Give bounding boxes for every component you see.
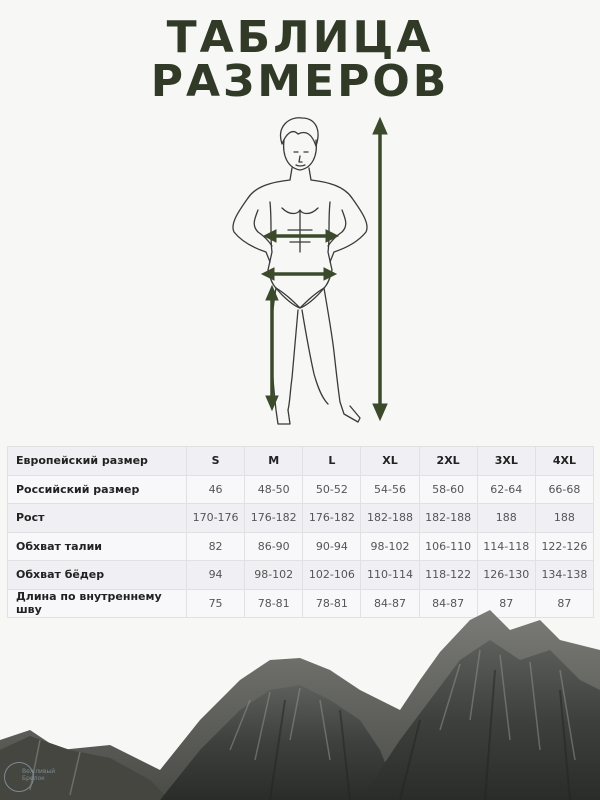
table-cell: 94 — [187, 561, 245, 590]
table-cell: 102-106 — [303, 561, 361, 590]
table-cell: 188 — [535, 504, 593, 533]
row-label: Обхват бёдер — [8, 561, 187, 590]
table-cell: 58-60 — [419, 475, 477, 504]
table-cell: 87 — [477, 589, 535, 618]
title-line-1: ТАБЛИЦА — [166, 12, 434, 63]
logo-line-2: Брелок — [22, 775, 45, 782]
size-header: 2XL — [419, 447, 477, 476]
size-header: XL — [361, 447, 419, 476]
row-label: Обхват талии — [8, 532, 187, 561]
table-row — [8, 561, 594, 590]
table-cell: 82 — [187, 532, 245, 561]
table-cell: 84-87 — [361, 589, 419, 618]
title-line-2: РАЗМЕРОВ — [150, 56, 450, 107]
size-header: 3XL — [477, 447, 535, 476]
table-header-row — [8, 447, 594, 476]
table-cell: 122-126 — [535, 532, 593, 561]
table-cell: 182-188 — [419, 504, 477, 533]
table-cell: 176-182 — [245, 504, 303, 533]
table-row — [8, 532, 594, 561]
table-cell: 176-182 — [303, 504, 361, 533]
table-cell: 126-130 — [477, 561, 535, 590]
size-header: L — [303, 447, 361, 476]
size-header: M — [245, 447, 303, 476]
table-cell: 86-90 — [245, 532, 303, 561]
table-cell: 50-52 — [303, 475, 361, 504]
table-cell: 78-81 — [245, 589, 303, 618]
table-cell: 66-68 — [535, 475, 593, 504]
table-cell: 46 — [187, 475, 245, 504]
table-cell: 170-176 — [187, 504, 245, 533]
table-cell: 84-87 — [419, 589, 477, 618]
table-cell: 134-138 — [535, 561, 593, 590]
table-row — [8, 475, 594, 504]
table-cell: 62-64 — [477, 475, 535, 504]
table-cell: 182-188 — [361, 504, 419, 533]
logo-text — [22, 768, 55, 782]
table-cell: 48-50 — [245, 475, 303, 504]
table-cell: 54-56 — [361, 475, 419, 504]
row-label: Российский размер — [8, 475, 187, 504]
table-cell: 106-110 — [419, 532, 477, 561]
table-cell: 98-102 — [361, 532, 419, 561]
person-measurement-icon — [210, 112, 390, 432]
table-cell: 87 — [535, 589, 593, 618]
table-cell: 114-118 — [477, 532, 535, 561]
table-cell: 75 — [187, 589, 245, 618]
brand-logo-icon — [2, 758, 70, 798]
table-row — [8, 504, 594, 533]
row-label: Длина по внутреннему шву — [8, 589, 187, 618]
table-cell: 78-81 — [303, 589, 361, 618]
row-label: Рост — [8, 504, 187, 533]
table-cell: 90-94 — [303, 532, 361, 561]
logo-line-1: Вежливый — [22, 768, 56, 775]
table-cell: 118-122 — [419, 561, 477, 590]
size-header: 4XL — [535, 447, 593, 476]
table-cell: 110-114 — [361, 561, 419, 590]
mountain-image — [0, 600, 600, 800]
size-header: S — [187, 447, 245, 476]
row-label: Европейский размер — [8, 447, 187, 476]
table-cell: 98-102 — [245, 561, 303, 590]
size-table — [7, 446, 594, 618]
table-cell: 188 — [477, 504, 535, 533]
